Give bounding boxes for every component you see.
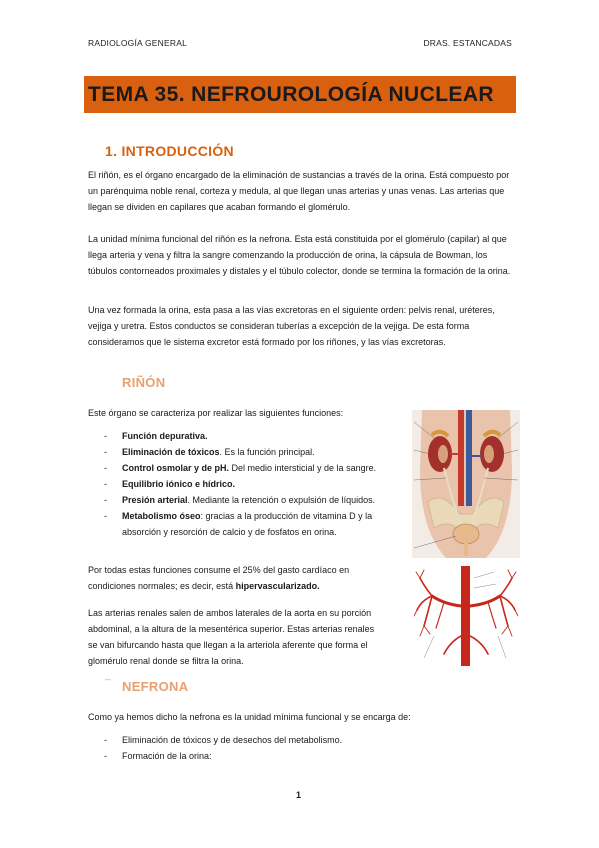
paragraph-nefrona-intro: Como ya hemos dicho la nefrona es la unidad mínima funcional y se encarga de:: [88, 712, 411, 722]
list-item: - Control osmolar y de pH. Del medio intersticial y de la sangre.: [104, 463, 377, 473]
paragraph-intro-1: El riñón, es el órgano encargado de la eliminación de sustancias a través de la orina. Está compuesto por un parénquima noble renal, corteza y medula, al que llegan unas arterias y unas venas. Las arterias que llegan se dividen en capilares que acaban formando el glomérulo.: [88, 170, 510, 212]
renal-arteries-illustration: [414, 566, 518, 666]
list-item: - Metabolismo óseo: gracias a la producción de vitamina D y la absorción y resorción de calcio y de fosfatos en orina.: [104, 511, 373, 537]
nefrona-functions-list: [88, 732, 488, 764]
running-header-left: RADIOLOGÍA GENERAL: [88, 38, 188, 48]
list-item: - Eliminación de tóxicos y de desechos del metabolismo.: [104, 735, 343, 745]
list-item: - Presión arterial. Mediante la retención o expulsión de líquidos.: [104, 495, 376, 505]
paragraph-arterias-renales: Las arterias renales salen de ambos laterales de la aorta en su porción abdominal, a la altura de la mesentérica superior. Estas arterias renales se van bifurcando hasta que llegan a la arteriola aferente que forma el glomérulo renal donde se filtra la orina.: [88, 608, 375, 666]
section-heading-introduccion: 1. INTRODUCCIÓN: [105, 143, 234, 159]
title-banner: [84, 76, 516, 113]
list-item: - Equilibrio iónico e hídrico.: [104, 479, 236, 489]
paragraph-rinon-intro: Este órgano se caracteriza por realizar las siguientes funciones:: [88, 408, 344, 418]
paragraph-intro-3: Una vez formada la orina, esta pasa a las vías excretoras en el siguiente orden: pelvis renal, uréteres, vejiga y uretra. Estos conductos se consideran tuberías a excepción de la vejiga. De esta forma consideramos que le sistema excretor está formado por los riñones, y las vías excretoras.: [88, 305, 495, 347]
paragraph-gasto-cardiaco: Por todas estas funciones consume el 25% del gasto cardíaco en condiciones normales; es decir, está hipervascularizado.: [88, 565, 350, 591]
page-title: TEMA 35. NEFROUROLOGÍA NUCLEAR: [88, 82, 494, 106]
list-item: - Función depurativa.: [104, 431, 208, 441]
running-header-right: DRAS. ESTANCADAS: [423, 38, 512, 48]
rinon-functions-list: [88, 428, 406, 540]
subheading-nefrona: NEFRONA: [122, 679, 189, 694]
paragraph-intro-2: La unidad mínima funcional del riñón es la nefrona. Esta está constituida por el glomérulo (capilar) al que llega arteria y vena y filtra la sangre comenzando la producción de orina, la cápsula de Bowman, los túbulos contorneados proximales y distales y el túbulo colector, donde se termina la formación de la orina.: [88, 234, 511, 276]
subheading-dash: _: [105, 670, 111, 681]
list-item: - Eliminación de tóxicos. Es la función principal.: [104, 447, 315, 457]
urinary-system-illustration: [412, 410, 520, 558]
list-item: - Formación de la orina:: [104, 751, 212, 761]
page-number: 1: [296, 790, 302, 800]
subheading-rinon: RIÑÓN: [122, 375, 166, 390]
